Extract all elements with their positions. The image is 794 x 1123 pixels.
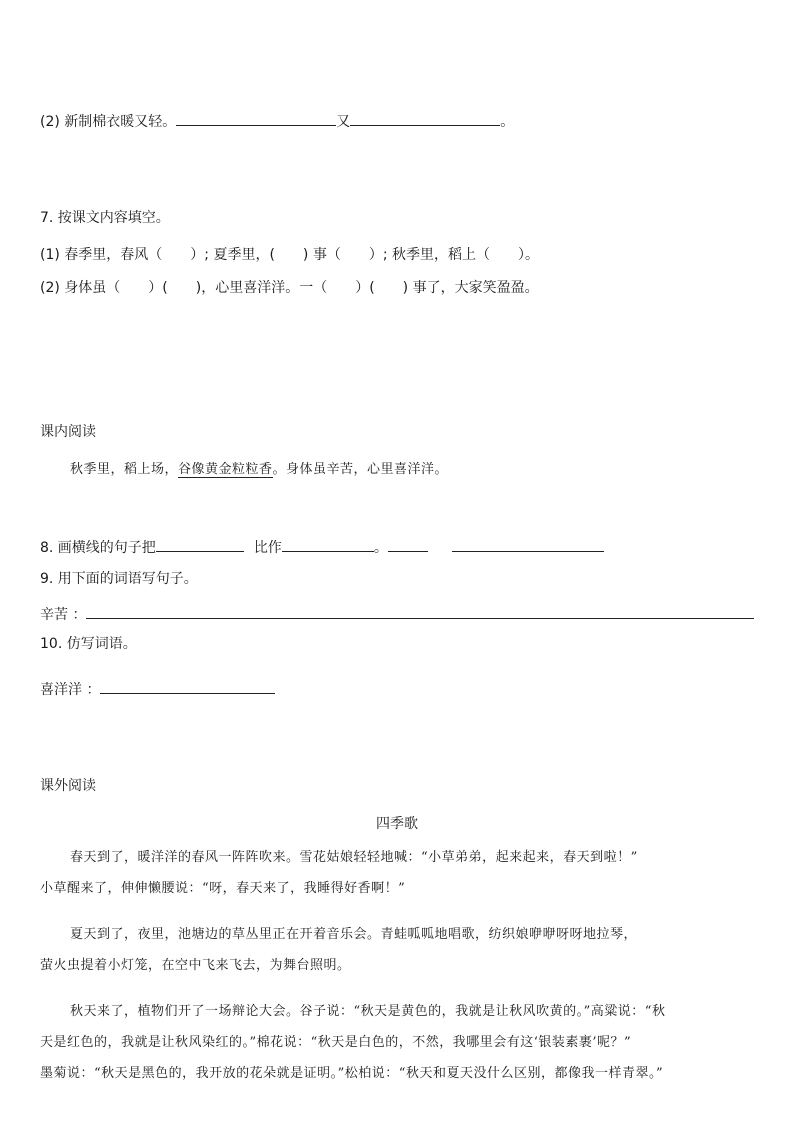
q7-title: 7. 按课文内容填空。 [40, 210, 170, 226]
q10-answer-line [40, 678, 275, 700]
passage-line: 墨菊说：“秋天是黑色的，我开放的花朵就是证明。”松柏说：“秋天和夏天没什么区别，都像我一样青翠。” [40, 1066, 664, 1081]
q10-answer-blank[interactable] [100, 678, 275, 694]
q6-2-prefix: (2) 新制棉衣暖又轻。 [40, 114, 177, 130]
q6-2-blank-2[interactable] [350, 110, 500, 126]
q8-blank-1[interactable] [156, 536, 244, 552]
q8-end: 。 [373, 540, 388, 556]
q6-2-mid: 又 [336, 114, 351, 130]
q8-prefix: 8. 画横线的句子把 [40, 540, 156, 556]
q9-word: 辛苦 ： [40, 607, 87, 623]
poem-title: 四季歌 [376, 816, 418, 832]
passage-line: 天是红色的，我就是让秋风染红的。”棉花说：“秋天是白色的，不然，我哪里会有这‘银装素裹’呢？” [40, 1035, 632, 1050]
q6-2-end: 。 [500, 114, 515, 130]
passage-line: 夏天到了，夜里，池塘边的草丛里正在开着音乐会。青蛙呱呱地唱歌，纺织娘咿咿呀呀地拉琴， [70, 927, 638, 942]
inclass-passage [70, 460, 448, 480]
q8-mid: 比作 [253, 540, 282, 556]
q8-blank-4[interactable] [452, 536, 604, 552]
passage-line: 秋天来了，植物们开了一场辩论大会。谷子说：“秋天是黄色的，我就是让秋风吹黄的。”高粱说：“秋 [70, 1004, 666, 1019]
q6-2-blank-1[interactable] [176, 110, 336, 126]
q10-title: 10. 仿写词语。 [40, 636, 137, 652]
q6-2-line [40, 110, 514, 132]
passage-line: 萤火虫提着小灯笼，在空中飞来飞去，为舞台照明。 [40, 958, 351, 973]
passage-line: 小草醒来了，伸伸懒腰说：“呀，春天来了，我睡得好香啊！” [40, 881, 406, 896]
q9-title: 9. 用下面的词语写句子。 [40, 571, 198, 587]
q8-blank-3[interactable] [388, 536, 428, 552]
inclass-underlined-sentence: 谷像黄金粒粒香 [178, 462, 273, 477]
inclass-text-after: 。身体虽辛苦，心里喜洋洋。 [272, 462, 449, 477]
q7-line-1: (1) 春季里，春风（ ）; 夏季里，( ) 事（ ）; 秋季里，稻上（ ）。 [40, 247, 539, 263]
q10-word: 喜洋洋 ： [40, 682, 101, 698]
q7-line-2: (2) 身体虽（ ）( )，心里喜洋洋。一（ ）( ) 事了，大家笑盈盈。 [40, 280, 539, 296]
q9-answer-line [40, 603, 754, 625]
outclass-heading: 课外阅读 [40, 778, 96, 794]
q8-line [40, 536, 604, 558]
q8-blank-2[interactable] [282, 536, 374, 552]
q9-answer-blank[interactable] [86, 603, 754, 619]
inclass-heading: 课内阅读 [40, 424, 96, 440]
inclass-text-before: 秋季里，稻上场， [70, 462, 179, 477]
passage-line: 春天到了，暖洋洋的春风一阵阵吹来。雪花姑娘轻轻地喊：“小草弟弟，起来起来，春天到啦！” [70, 850, 638, 865]
